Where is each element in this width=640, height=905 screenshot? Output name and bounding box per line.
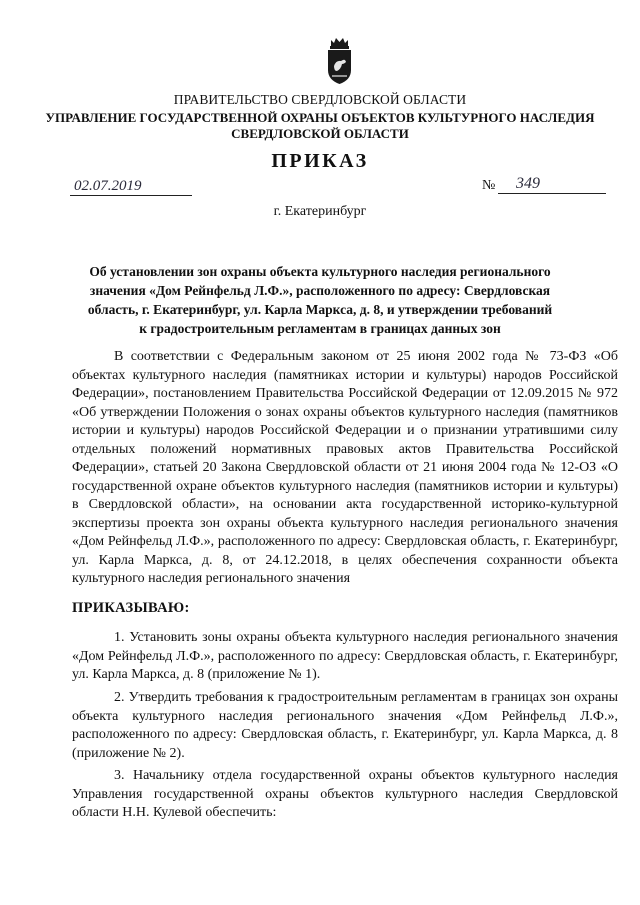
order-date: 02.07.2019 xyxy=(70,177,192,196)
subject-line: значения «Дом Рейнфельд Л.Ф.», расположенного по адресу: Свердловская xyxy=(89,283,551,298)
government-name: ПРАВИТЕЛЬСТВО СВЕРДЛОВСКОЙ ОБЛАСТИ xyxy=(173,92,467,107)
order-subject xyxy=(0,262,640,338)
subject-line: Об установлении зон охраны объекта культурного наследия регионального xyxy=(89,264,551,279)
order-number: 349 xyxy=(498,174,606,194)
preamble-paragraph: В соответствии с Федеральным законом от 25 июня 2002 года № 73-ФЗ «Об объектах культурного наследия (памятниках истории и культуры) народов Российской Федерации», постановлением Правительства Российской Федерации от 12.09.2015 № 972 «Об утверждении Положения о зонах охраны объектов культурного наследия (памятников истории и культуры) народов Российской Федерации и о признании утратившими силу отдельных положений нормативных правовых актов Правительства Российской Федерации», статьей 20 Закона Свердловской области от 21 июня 2004 года № 12-ОЗ «О государственной охране объектов культурного наследия (памятников истории и культуры) в Свердловской области», на основании акта государственной историко-культурной экспертизы проекта зон охраны объекта культурного наследия регионального значения «Дом Рейнфельд Л.Ф.», расположенного по адресу: Свердловская область, г. Екатеринбург, ул. Карла Маркса, д. 8, от 24.12.2018, в целях обеспечения сохранности объекта культурного наследия регионального значения xyxy=(72,349,618,586)
subject-line: к градостроительным регламентам в границах данных зон xyxy=(139,321,501,336)
order-item-1: 1. Установить зоны охраны объекта культурного наследия регионального значения «Дом Рейнфельд Л.Ф.», расположенного по адресу: Свердловская область, г. Екатеринбург, ул. Карла Маркса, д. 8 (приложение № 1). xyxy=(72,630,618,682)
number-label: № xyxy=(482,178,496,193)
subject-line: область, г. Екатеринбург, ул. Карла Маркса, д. 8, и утверждении требований xyxy=(87,302,553,317)
department-name-line2: СВЕРДЛОВСКОЙ ОБЛАСТИ xyxy=(231,126,409,141)
document-title: ПРИКАЗ xyxy=(271,150,369,172)
order-item-3: 3. Начальнику отдела государственной охраны объектов культурного наследия Управления государственной охраны объектов культурного наследия Свердловской области Н.Н. Кулевой обеспечить: xyxy=(72,768,618,820)
city: г. Екатеринбург xyxy=(273,204,367,219)
order-heading: ПРИКАЗЫВАЮ: xyxy=(72,600,190,616)
order-item-2: 2. Утвердить требования к градостроительным регламентам в границах зон охраны объекта культурного наследия регионального значения «Дом Рейнфельд Л.Ф.», расположенного по адресу: Свердловская область, г. Екатеринбург, ул. Карла Маркса, д. 8 (приложение № 2). xyxy=(72,690,618,761)
department-name-line1: УПРАВЛЕНИЕ ГОСУДАРСТВЕННОЙ ОХРАНЫ ОБЪЕКТОВ КУЛЬТУРНОГО НАСЛЕДИЯ xyxy=(45,110,595,125)
sverdlovsk-coat-of-arms-icon xyxy=(326,36,353,86)
